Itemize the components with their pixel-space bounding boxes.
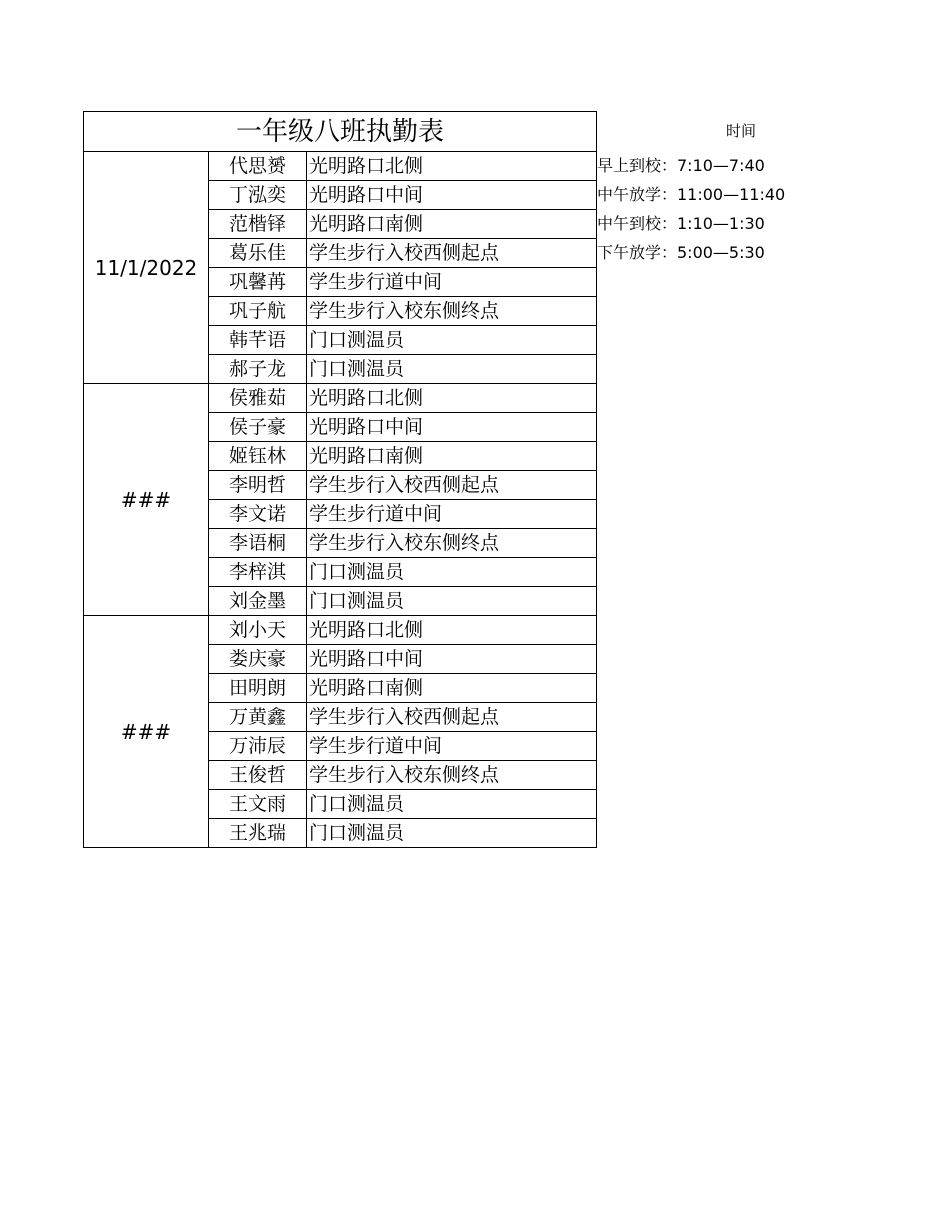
table-title: 一年级八班执勤表 [84,112,597,152]
student-name-cell: 李明哲 [209,471,307,500]
student-name-cell: 王兆瑞 [209,819,307,848]
table-row [84,152,597,181]
duty-date-cell: ### [84,616,209,848]
duty-date-cell: ### [84,384,209,616]
duty-post-cell: 门口测温员 [307,819,597,848]
duty-table [83,111,597,848]
student-name-cell: 侯雅茹 [209,384,307,413]
time-header: 时间 [725,122,756,140]
student-name-cell: 代思赟 [209,152,307,181]
duty-post-cell: 光明路口中间 [307,181,597,210]
student-name-cell: 刘金墨 [209,587,307,616]
student-name-cell: 娄庆豪 [209,645,307,674]
duty-post-cell: 学生步行入校东侧终点 [307,297,597,326]
duty-post-cell: 学生步行入校西侧起点 [307,471,597,500]
duty-post-cell: 门口测温员 [307,326,597,355]
duty-post-cell: 门口测温员 [307,587,597,616]
table-row [84,616,597,645]
duty-post-cell: 学生步行入校东侧终点 [307,761,597,790]
duty-post-cell: 光明路口中间 [307,413,597,442]
duty-post-cell: 学生步行入校西侧起点 [307,703,597,732]
duty-post-cell: 学生步行道中间 [307,732,597,761]
duty-post-cell: 门口测温员 [307,790,597,819]
time-schedule [597,111,793,267]
duty-post-cell: 光明路口中间 [307,645,597,674]
duty-date-cell: 11/1/2022 [84,152,209,384]
duty-post-cell: 光明路口南侧 [307,210,597,239]
student-name-cell: 田明朗 [209,674,307,703]
student-name-cell: 巩馨苒 [209,268,307,297]
duty-post-cell: 门口测温员 [307,355,597,384]
duty-post-cell: 光明路口北侧 [307,384,597,413]
time-row-afternoon-dismissal: 下午放学：5:00—5:30 [597,243,765,262]
duty-post-cell: 光明路口南侧 [307,442,597,471]
student-name-cell: 万黄鑫 [209,703,307,732]
duty-post-cell: 学生步行道中间 [307,500,597,529]
time-row-morning-arrival: 早上到校：7:10—7:40 [597,156,765,175]
duty-post-cell: 光明路口北侧 [307,152,597,181]
duty-post-cell: 学生步行入校西侧起点 [307,239,597,268]
duty-post-cell: 光明路口南侧 [307,674,597,703]
duty-post-cell: 学生步行道中间 [307,268,597,297]
student-name-cell: 韩芊语 [209,326,307,355]
student-name-cell: 李语桐 [209,529,307,558]
student-name-cell: 葛乐佳 [209,239,307,268]
student-name-cell: 郝子龙 [209,355,307,384]
duty-post-cell: 学生步行入校东侧终点 [307,529,597,558]
duty-post-cell: 门口测温员 [307,558,597,587]
student-name-cell: 王文雨 [209,790,307,819]
time-row-noon-arrival: 中午到校：1:10—1:30 [597,214,765,233]
student-name-cell: 巩子航 [209,297,307,326]
table-row [84,384,597,413]
student-name-cell: 李梓淇 [209,558,307,587]
student-name-cell: 姬钰林 [209,442,307,471]
duty-table-body [84,152,597,848]
time-row-noon-dismissal: 中午放学：11:00—11:40 [597,185,786,204]
student-name-cell: 侯子豪 [209,413,307,442]
student-name-cell: 李文诺 [209,500,307,529]
student-name-cell: 王俊哲 [209,761,307,790]
student-name-cell: 丁泓奕 [209,181,307,210]
student-name-cell: 刘小天 [209,616,307,645]
student-name-cell: 万沛辰 [209,732,307,761]
student-name-cell: 范楷铎 [209,210,307,239]
duty-post-cell: 光明路口北侧 [307,616,597,645]
